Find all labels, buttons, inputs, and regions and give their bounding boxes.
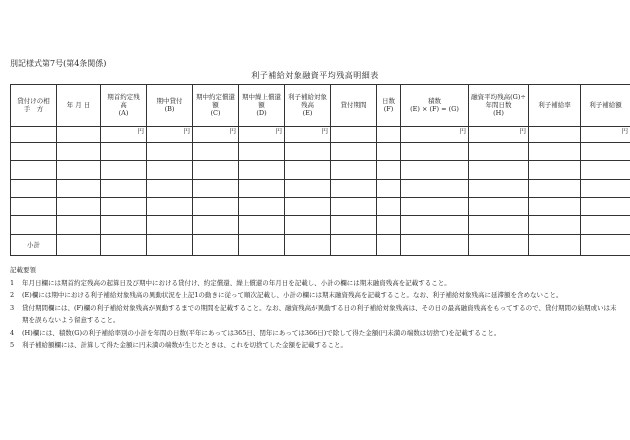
instructions — [10, 264, 622, 352]
header-subsidy-balance: 利子補給対象残高 (E) — [285, 85, 331, 127]
header-opening-balance: 期首約定残 高 (A) — [101, 85, 147, 127]
subtotal-row — [11, 234, 630, 255]
unit-cell: 円 — [193, 126, 239, 142]
unit-cell — [11, 126, 57, 142]
table-row — [11, 143, 630, 161]
header-borrower: 貸付けの相 手 方 — [11, 85, 57, 127]
document-title: 利子補給対象融資平均残高明細表 — [251, 71, 379, 80]
header-subsidy-rate: 利子補給率 — [529, 85, 581, 127]
unit-cell: 円 — [147, 126, 193, 142]
header-average-balance: 融資平均残高(G)÷年間日数 (H) — [469, 85, 529, 127]
header-product: 積数 (E) × (F) = (G) — [401, 85, 469, 127]
instruction-item: 3 貸付期間欄には、(F)欄の利子補給対象残高が異動するまでの期間を記載すること。なお、融資残高が異動する日の利子補給対象残高は、その日の最高融資残高をもってするので、貸付期間の始期或いは末期を誤らないよう留意すること。 — [10, 303, 617, 324]
form-number-label: 別記様式第7号(第4条関係) — [10, 59, 107, 68]
instruction-item: 2 (E)欄には期中における利子補給対象残高の異動状況を上記1の動きに従って順次記載し、小計の欄には期末融資残高を記載すること。なお、利子補給対象残高に延滞額を含めないこと。 — [10, 291, 563, 299]
header-row — [11, 85, 630, 127]
table-row — [11, 197, 630, 215]
instructions-heading: 記載要領 — [10, 266, 36, 274]
table-row — [11, 179, 630, 197]
subtotal-label: 小計 — [11, 234, 57, 255]
unit-cell — [529, 126, 581, 142]
unit-cell: 円 — [401, 126, 469, 142]
unit-cell — [57, 126, 101, 142]
instruction-item: 5 利子補給額欄には、計算して得た金額に円未満の端数が生じたときは、これを切捨てした金額を記載すること。 — [10, 341, 347, 349]
unit-cell: 円 — [469, 126, 529, 142]
instruction-item: 1 年月日欄には期首約定残高の起算日及び期中における貸付け、約定償還、繰上償還の年月日を記載し、小計の欄には期末融資残高を記載すること。 — [10, 278, 451, 287]
header-early-repayment: 期中繰上償還額 (D) — [239, 85, 285, 127]
header-period-loans: 期中貸付 (B) — [147, 85, 193, 127]
instruction-item: 4 (H)欄には、積数(G)の利子補給率別の小計を年間の日数(平年にあっては365日、閏年にあっては366日)で除して得た金額(円未満の端数は切捨て)を記載すること。 — [10, 328, 501, 337]
unit-cell: 円 — [101, 126, 147, 142]
header-scheduled-repayment: 期中約定償還額 (C) — [193, 85, 239, 127]
table-row — [11, 161, 630, 179]
header-date: 年 月 日 — [57, 85, 101, 127]
header-loan-period: 貸付期間 — [331, 85, 377, 127]
unit-row — [11, 126, 630, 142]
unit-cell: 円 — [581, 126, 630, 142]
unit-cell — [331, 126, 377, 142]
header-subsidy-amount: 利子補給額 — [581, 85, 630, 127]
interest-subsidy-table — [10, 84, 630, 256]
unit-cell: 円 — [239, 126, 285, 142]
table-row — [11, 216, 630, 234]
unit-cell: 円 — [285, 126, 331, 142]
unit-cell — [377, 126, 401, 142]
header-days: 日数 (F) — [377, 85, 401, 127]
